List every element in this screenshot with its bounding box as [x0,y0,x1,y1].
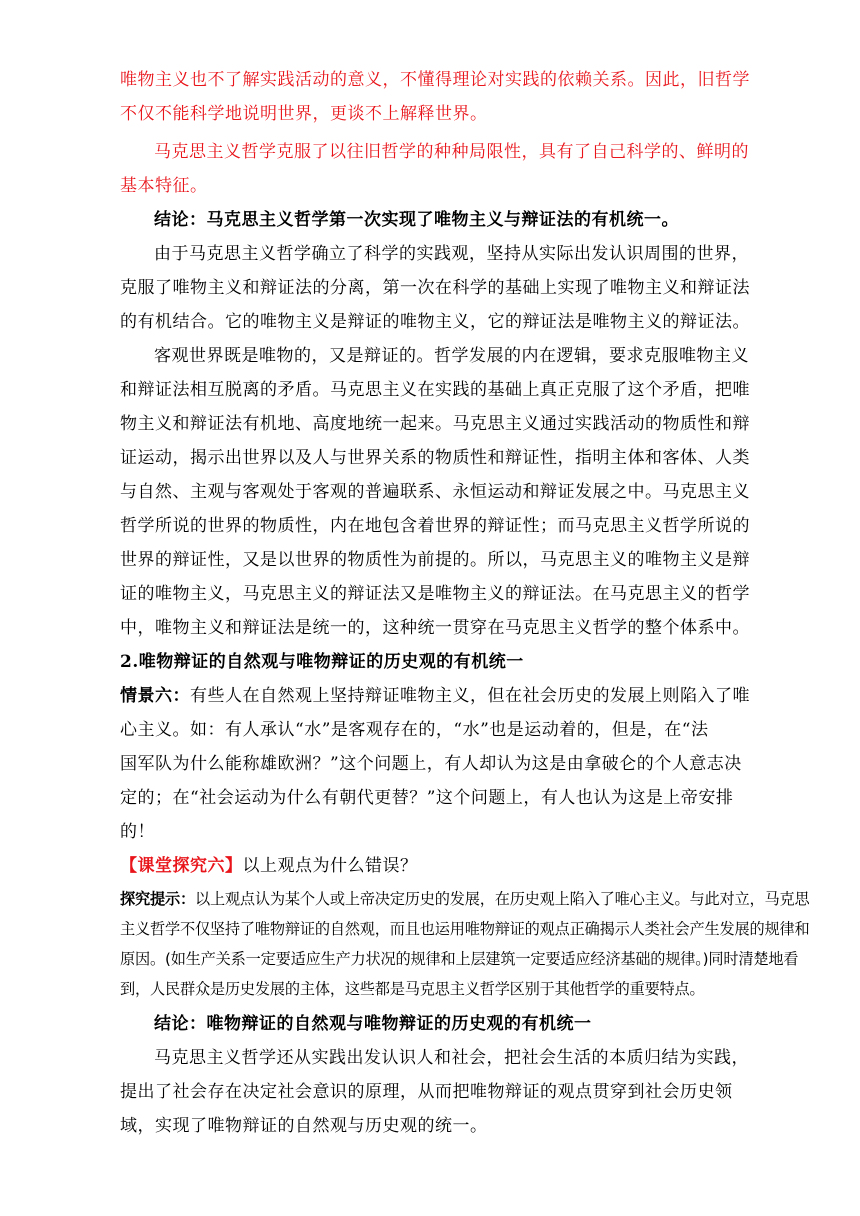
conclusion-1 [154,208,679,232]
section-heading: 2.唯物辩证的自然观与唯物辩证的历史观的有机统一 [120,652,524,672]
conclusion-label: 结论： [154,210,207,230]
paragraph-line: 和辩证法相互脱离的矛盾。马克思主义在实践的基础上真正克服了这个矛盾，把唯 [120,380,750,400]
tip-text: 以上观点认为某个人或上帝决定历史的发展，在历史观上陷入了唯心主义。与此对立，马克思 [194,890,810,908]
tip-line [120,888,809,910]
tip-line: 主义哲学不仅坚持了唯物辩证的自然观，而且也运用唯物辩证的观点正确揭示人类社会产生发展的规律和 [120,920,810,938]
paragraph-line: 域，实现了唯物辩证的自然观与历史观的统一。 [120,1116,488,1136]
paragraph-line: 中，唯物主义和辩证法是统一的，这种统一贯穿在马克思主义哲学的整个体系中。 [120,618,750,638]
scenario-line: 定的；在“社会运动为什么有朝代更替？”这个问题上，有人也认为这是上帝安排 [120,788,734,808]
scenario-line: 心主义。如：有人承认“水”是客观存在的，“水”也是运动着的，但是，在“法 [120,720,709,740]
tip-line: 原因。(如生产关系一定要适应生产力状况的规律和上层建筑一定要适应经济基础的规律。)同时清楚地看 [120,950,799,968]
paragraph-line: 与自然、主观与客观处于客观的普遍联系、永恒运动和辩证发展之中。马克思主义 [120,482,750,502]
explore-prompt [120,854,418,878]
paragraph-line: 由于马克思主义哲学确立了科学的实践观，坚持从实际出发认识周围的世界， [154,244,749,264]
explore-label: 【课堂探究六】 [120,856,243,876]
paragraph-line: 的有机结合。它的唯物主义是辩证的唯物主义，它的辩证法是唯物主义的辩证法。 [120,312,750,332]
scenario-line: 的！ [120,822,155,842]
paragraph-line: 马克思主义哲学还从实践出发认识人和社会，把社会生活的本质归结为实践， [154,1048,749,1068]
scenario-text: 有些人在自然观上坚持辩证唯物主义，但在社会历史的发展上则陷入了唯 [190,686,750,706]
red-paragraph-line: 唯物主义也不了解实践活动的意义，不懂得理论对实践的依赖关系。因此，旧哲学 [120,70,750,90]
conclusion-text: 马克思主义哲学第一次实现了唯物主义与辩证法的有机统一。 [206,210,679,230]
explore-text: 以上观点为什么错误？ [242,856,418,876]
tip-label: 探究提示： [120,890,195,908]
red-paragraph-line: 马克思主义哲学克服了以往旧哲学的种种局限性，具有了自己科学的、鲜明的 [154,142,749,162]
conclusion-text: 唯物辩证的自然观与唯物辩证的历史观的有机统一 [206,1014,592,1034]
paragraph-line: 证的唯物主义，马克思主义的辩证法又是唯物主义的辩证法。在马克思主义的哲学 [120,584,750,604]
tip-line: 到，人民群众是历史发展的主体，这些都是马克思主义哲学区别于其他哲学的重要特点。 [120,980,705,998]
paragraph-line: 客观世界既是唯物的，又是辩证的。哲学发展的内在逻辑，要求克服唯物主义 [154,346,749,366]
conclusion-2 [154,1012,592,1036]
scenario-label: 情景六： [120,686,190,706]
conclusion-label: 结论： [154,1014,207,1034]
paragraph-line: 物主义和辩证法有机地、高度地统一起来。马克思主义通过实践活动的物质性和辩 [120,414,750,434]
scenario-line [120,684,750,708]
red-paragraph-line: 不仅不能科学地说明世界，更谈不上解释世界。 [120,104,488,124]
paragraph-line: 克服了唯物主义和辩证法的分离，第一次在科学的基础上实现了唯物主义和辩证法 [120,278,750,298]
paragraph-line: 哲学所说的世界的物质性，内在地包含着世界的辩证性；而马克思主义哲学所说的 [120,516,750,536]
scenario-line: 国军队为什么能称雄欧洲？”这个问题上，有人却认为这是由拿破仑的个人意志决 [120,754,742,774]
paragraph-line: 世界的辩证性，又是以世界的物质性为前提的。所以，马克思主义的唯物主义是辩 [120,550,750,570]
red-paragraph-line: 基本特征。 [120,176,208,196]
paragraph-line: 提出了社会存在决定社会意识的原理，从而把唯物辩证的观点贯穿到社会历史领 [120,1082,733,1102]
paragraph-line: 证运动，揭示出世界以及人与世界关系的物质性和辩证性，指明主体和客体、人类 [120,448,750,468]
